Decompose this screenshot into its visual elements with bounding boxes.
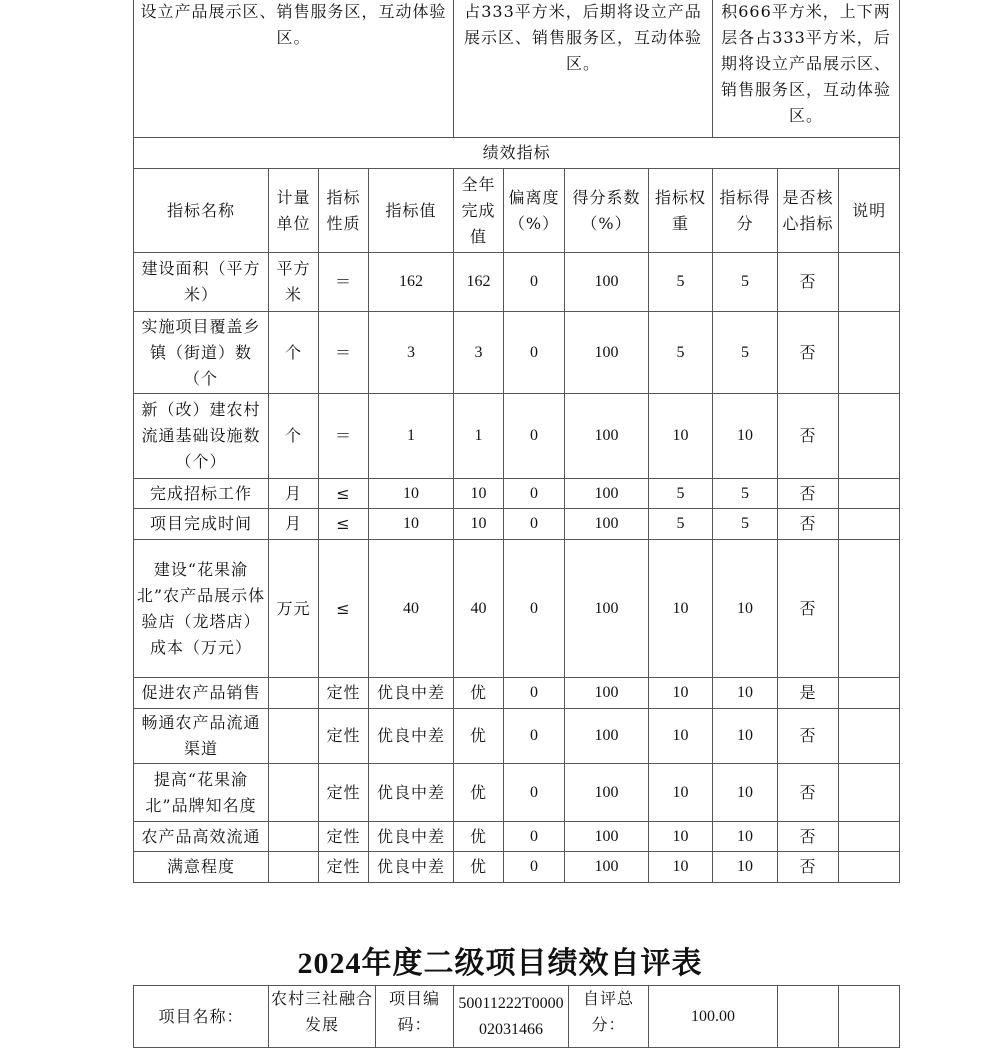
empty-cell: [839, 986, 900, 1048]
cell-actual: 优: [454, 852, 504, 883]
continuation-table: [133, 0, 900, 138]
section-title-row: [134, 138, 900, 169]
cell-note: [839, 479, 900, 509]
header-is-core: 是否核心指标: [778, 169, 839, 253]
cell-weight: 5: [649, 509, 713, 540]
cell-target: 优良中差: [369, 822, 454, 852]
cell-name: 项目完成时间: [134, 509, 269, 540]
cell-deviation: 0: [504, 312, 565, 394]
cell-weight: 10: [649, 852, 713, 883]
table-row: [134, 509, 900, 540]
cell-deviation: 0: [504, 822, 565, 852]
cell-coef: 100: [565, 312, 649, 394]
cell-weight: 5: [649, 253, 713, 312]
cell-weight: 10: [649, 764, 713, 822]
cell-score: 10: [713, 678, 778, 709]
table-row: [134, 540, 900, 678]
cell-unit: 月: [269, 479, 319, 509]
cell-target: 1: [369, 394, 454, 479]
header-actual-value: 全年完成值: [454, 169, 504, 253]
cell-target: 3: [369, 312, 454, 394]
cell-core: 否: [778, 479, 839, 509]
cell-weight: 5: [649, 479, 713, 509]
cell-actual: 3: [454, 312, 504, 394]
cell-target: 40: [369, 540, 454, 678]
table-row: [134, 822, 900, 852]
cell-unit: 平方米: [269, 253, 319, 312]
section-title: 绩效指标: [134, 138, 900, 169]
cell-name: 满意程度: [134, 852, 269, 883]
table-row: [134, 253, 900, 312]
cell-core: 否: [778, 253, 839, 312]
cell-nature: 定性: [319, 852, 369, 883]
cell-core: 否: [778, 764, 839, 822]
cell-score: 10: [713, 709, 778, 764]
cell-coef: 100: [565, 540, 649, 678]
cell-target: 优良中差: [369, 764, 454, 822]
cell-unit: [269, 709, 319, 764]
cell-coef: 100: [565, 253, 649, 312]
cell-unit: 月: [269, 509, 319, 540]
cell-score: 5: [713, 253, 778, 312]
cell-core: 是: [778, 678, 839, 709]
cell-deviation: 0: [504, 678, 565, 709]
table-row: [134, 852, 900, 883]
cell-coef: 100: [565, 394, 649, 479]
table-row: [134, 312, 900, 394]
cell-weight: 5: [649, 312, 713, 394]
header-deviation: 偏离度（%）: [504, 169, 565, 253]
cell-coef: 100: [565, 852, 649, 883]
cell-deviation: 0: [504, 709, 565, 764]
cell-unit: 个: [269, 312, 319, 394]
form-title: 2024年度二级项目绩效自评表: [297, 947, 703, 980]
header-note: 说明: [839, 169, 900, 253]
cell-name: 建设面积（平方米）: [134, 253, 269, 312]
cell-note: [839, 312, 900, 394]
cell-note: [839, 394, 900, 479]
cell-actual: 40: [454, 540, 504, 678]
cell-name: 提高“花果渝北”品牌知名度: [134, 764, 269, 822]
header-row: [134, 169, 900, 253]
performance-indicators-table: [133, 137, 900, 883]
cell-unit: 个: [269, 394, 319, 479]
cell-actual: 10: [454, 509, 504, 540]
cell-target: 优良中差: [369, 709, 454, 764]
cell-score: 5: [713, 312, 778, 394]
project-name-value: 农村三社融合发展: [269, 986, 376, 1048]
cell-deviation: 0: [504, 479, 565, 509]
cell-core: 否: [778, 312, 839, 394]
cell-name: 建设“花果渝北”农产品展示体验店（龙塔店）成本（万元）: [134, 540, 269, 678]
project-info-row: [134, 986, 900, 1048]
cell-nature: 定性: [319, 822, 369, 852]
cell-target: 10: [369, 479, 454, 509]
header-unit: 计量单位: [269, 169, 319, 253]
cell-nature: ≤: [319, 540, 369, 678]
cell-nature: 定性: [319, 764, 369, 822]
header-indicator-name: 指标名称: [134, 169, 269, 253]
cell-target: 10: [369, 509, 454, 540]
cell-coef: 100: [565, 509, 649, 540]
cell-core: 否: [778, 509, 839, 540]
description-cell-1: 设立产品展示区、销售服务区，互动体验区。: [134, 0, 454, 138]
cell-coef: 100: [565, 678, 649, 709]
cell-note: [839, 852, 900, 883]
cell-unit: [269, 852, 319, 883]
cell-weight: 10: [649, 540, 713, 678]
cell-core: 否: [778, 540, 839, 678]
cell-note: [839, 822, 900, 852]
cell-name: 完成招标工作: [134, 479, 269, 509]
cell-weight: 10: [649, 709, 713, 764]
cell-actual: 162: [454, 253, 504, 312]
project-name-label: 项目名称：: [134, 986, 269, 1048]
empty-cell: [778, 986, 839, 1048]
cell-score: 10: [713, 764, 778, 822]
cell-nature: ≤: [319, 509, 369, 540]
cell-target: 162: [369, 253, 454, 312]
header-weight: 指标权重: [649, 169, 713, 253]
cell-core: 否: [778, 709, 839, 764]
cell-name: 促进农产品销售: [134, 678, 269, 709]
cell-unit: [269, 822, 319, 852]
cell-deviation: 0: [504, 764, 565, 822]
cell-note: [839, 764, 900, 822]
cell-target: 优良中差: [369, 678, 454, 709]
table-row: [134, 479, 900, 509]
cell-actual: 优: [454, 764, 504, 822]
cell-deviation: 0: [504, 540, 565, 678]
table-row: [134, 678, 900, 709]
cell-actual: 优: [454, 709, 504, 764]
total-score-value: 100.00: [649, 986, 778, 1048]
cell-note: [839, 509, 900, 540]
cell-nature: ＝: [319, 253, 369, 312]
cell-score: 10: [713, 540, 778, 678]
cell-score: 10: [713, 852, 778, 883]
cell-core: 否: [778, 394, 839, 479]
cell-weight: 10: [649, 394, 713, 479]
cell-name: 农产品高效流通: [134, 822, 269, 852]
cell-actual: 10: [454, 479, 504, 509]
cell-deviation: 0: [504, 394, 565, 479]
cell-weight: 10: [649, 678, 713, 709]
total-score-label: 自评总分：: [569, 986, 649, 1048]
cell-actual: 优: [454, 822, 504, 852]
cell-unit: [269, 764, 319, 822]
cell-core: 否: [778, 822, 839, 852]
table-row: [134, 764, 900, 822]
cell-target: 优良中差: [369, 852, 454, 883]
cell-deviation: 0: [504, 509, 565, 540]
cell-coef: 100: [565, 709, 649, 764]
cell-note: [839, 678, 900, 709]
header-target-value: 指标值: [369, 169, 454, 253]
project-info-table: [133, 985, 900, 1048]
cell-unit: [269, 678, 319, 709]
project-code-value: 50011222T000002031466: [454, 986, 569, 1048]
cell-coef: 100: [565, 822, 649, 852]
cell-deviation: 0: [504, 852, 565, 883]
header-score: 指标得分: [713, 169, 778, 253]
cell-name: 实施项目覆盖乡镇（街道）数（个: [134, 312, 269, 394]
table-row: [134, 394, 900, 479]
continuation-row: [134, 0, 900, 138]
cell-deviation: 0: [504, 253, 565, 312]
cell-score: 10: [713, 394, 778, 479]
cell-name: 畅通农产品流通渠道: [134, 709, 269, 764]
cell-coef: 100: [565, 764, 649, 822]
indicator-rows: [134, 253, 900, 883]
cell-note: [839, 540, 900, 678]
header-nature: 指标性质: [319, 169, 369, 253]
cell-actual: 1: [454, 394, 504, 479]
cell-nature: 定性: [319, 709, 369, 764]
cell-nature: ＝: [319, 312, 369, 394]
cell-nature: ≤: [319, 479, 369, 509]
cell-score: 5: [713, 479, 778, 509]
cell-note: [839, 709, 900, 764]
description-cell-2: 占333平方米，后期将设立产品展示区、销售服务区，互动体验区。: [454, 0, 713, 138]
cell-nature: ＝: [319, 394, 369, 479]
cell-nature: 定性: [319, 678, 369, 709]
cell-weight: 10: [649, 822, 713, 852]
project-code-label: 项目编码：: [376, 986, 454, 1048]
cell-unit: 万元: [269, 540, 319, 678]
cell-score: 5: [713, 509, 778, 540]
cell-note: [839, 253, 900, 312]
description-cell-3: 积666平方米，上下两层各占333平方米，后期将设立产品展示区、销售服务区，互动体验区。: [713, 0, 900, 138]
cell-actual: 优: [454, 678, 504, 709]
cell-name: 新（改）建农村流通基础设施数（个）: [134, 394, 269, 479]
cell-score: 10: [713, 822, 778, 852]
cell-coef: 100: [565, 479, 649, 509]
cell-core: 否: [778, 852, 839, 883]
header-score-coefficient: 得分系数（%）: [565, 169, 649, 253]
table-row: [134, 709, 900, 764]
